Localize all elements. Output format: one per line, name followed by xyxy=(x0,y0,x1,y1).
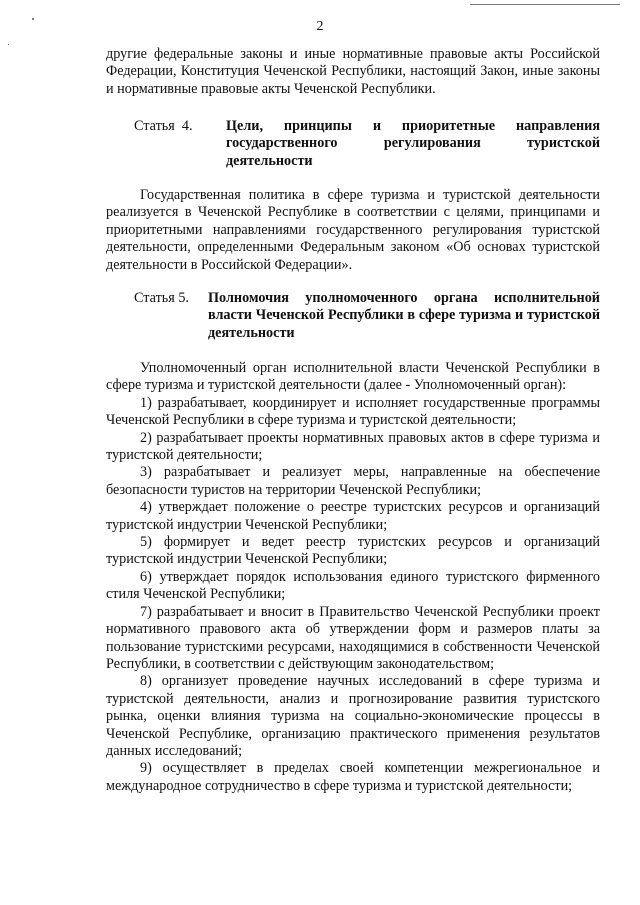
article-5-title: Полномочия уполномоченного органа исполнительной власти Чеченской Республики в сфере туризма и туристской деятельности xyxy=(208,290,600,341)
article-4-body xyxy=(106,187,600,274)
list-item: 8) организует проведение научных исследований в сфере туризма и туристской деятельности, анализ и прогнозирование развития туристского рынка, оценки влияния туризма на социально-экономические процессы в Чеченской Республике, организацию практического применения результатов данных исследований; xyxy=(106,673,600,759)
list-item: 5) формирует и ведет реестр туристских ресурсов и организаций туристской индустрии Чеченской Республики; xyxy=(106,534,600,568)
article-5-intro: Уполномоченный орган исполнительной власти Чеченской Республики в сфере туризма и туристской деятельности (далее - Уполномоченный орган): xyxy=(106,360,600,394)
scan-artifact-line xyxy=(470,4,620,5)
list-item: 7) разрабатывает и вносит в Правительство Чеченской Республики проект нормативного правового акта об утверждении форм и размеров платы за пользование туристскими ресурсами, находящимися в собственности Чеченской Республики, в соответствии с действующим законодательством; xyxy=(106,603,600,672)
list-item: 2) разрабатывает проекты нормативных правовых актов в сфере туризма и туристской деятельности; xyxy=(106,429,600,464)
article-4-label: Статья 4. xyxy=(134,118,193,134)
article-4-title: Цели, принципы и приоритетные направления государственного регулирования туристской деятельности xyxy=(226,118,600,169)
intro-text: другие федеральные законы и иные нормативные правовые акты Российской Федерации, Конституция Чеченской Республики, настоящий Закон, иные законы и нормативные правовые акты Чеченской Республики. xyxy=(106,46,600,97)
article-4-heading xyxy=(134,118,600,170)
intro-paragraph xyxy=(106,46,600,98)
list-item: 6) утверждает порядок использования единого туристского фирменного стиля Чеченской Республики; xyxy=(106,568,600,603)
list-item: 3) разрабатывает и реализует меры, направленные на обеспечение безопасности туристов на территории Чеченской Республики; xyxy=(106,464,600,498)
list-item: 9) осуществляет в пределах своей компетенции межрегиональное и международное сотрудничество в сфере туризма и туристской деятельности; xyxy=(106,760,600,794)
article-5-label: Статья 5. xyxy=(134,290,189,306)
article-5-body xyxy=(106,360,600,795)
list-item: 4) утверждает положение о реестре туристских ресурсов и организаций туристской индустрии Чеченской Республики; xyxy=(106,499,600,533)
article-5-heading xyxy=(134,290,600,342)
scan-speck xyxy=(8,44,9,45)
page-number: 2 xyxy=(316,19,324,34)
list-item: 1) разрабатывает, координирует и исполняет государственные программы Чеченской Республики в сфере туризма и туристской деятельности; xyxy=(106,394,600,429)
article-4-text: Государственная политика в сфере туризма и туристской деятельности реализуется в Чеченской Республике в соответствии с целями, принципами и приоритетными направлениями государственного регулирования туристской деятельности, определенными Федеральным законом «Об основах туристской деятельности в Российской Федерации». xyxy=(106,187,600,273)
